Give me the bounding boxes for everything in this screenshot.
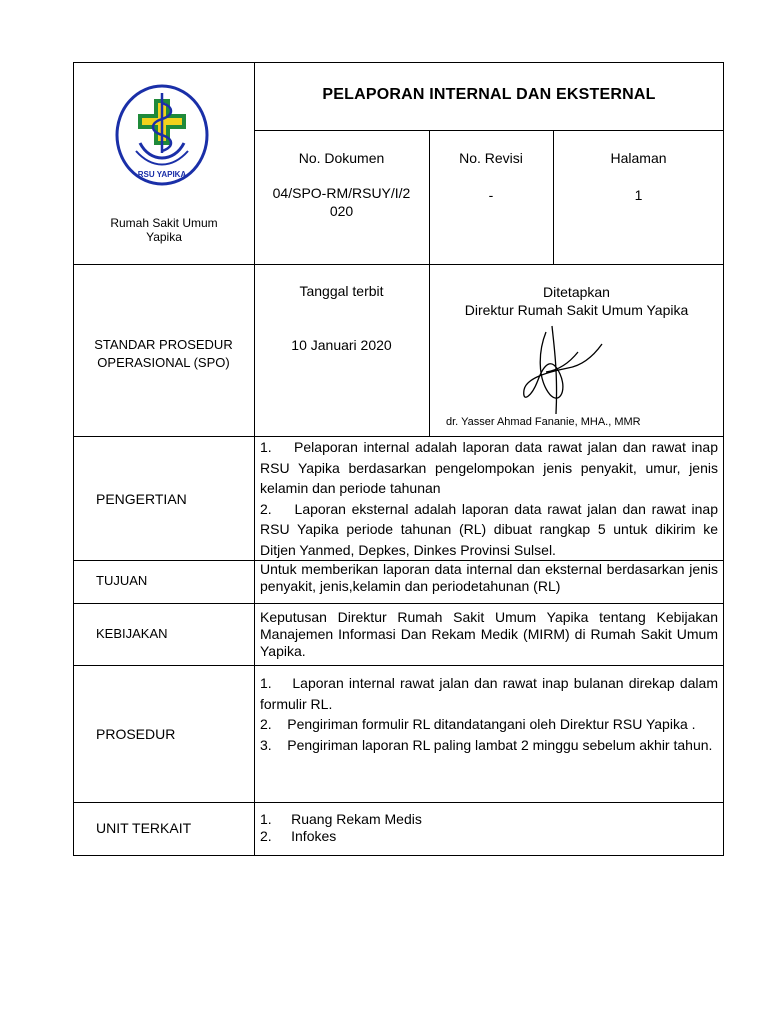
revision-value: - — [488, 187, 494, 203]
doc-no-label: No. Dokumen — [298, 150, 385, 166]
unit-terkait-content — [260, 811, 718, 845]
rule-kebijakan-bottom — [73, 665, 724, 666]
page-label: Halaman — [610, 150, 667, 166]
tujuan-label: TUJUAN — [96, 573, 148, 588]
kebijakan-content: Keputusan Direktur Rumah Sakit Umum Yapika tentang Kebijakan Manajemen Informasi Dan Rekam Medik (MIRM) di Rumah Sakit Umum Yapika. — [260, 609, 718, 659]
doc-no-value: 04/SPO-RM/RSUY/I/2020 — [272, 185, 411, 219]
pengertian-content — [260, 437, 718, 560]
document-title: PELAPORAN INTERNAL DAN EKSTERNAL — [322, 86, 656, 103]
revision-label: No. Revisi — [459, 150, 523, 166]
hospital-logo — [114, 83, 210, 194]
approval-position: Direktur Rumah Sakit Umum Yapika — [464, 302, 689, 318]
rule-prosedur-bottom — [73, 802, 724, 803]
prosedur-item: 1. Laporan internal rawat jalan dan rawat inap bulanan direkap dalam formulir RL. — [260, 675, 718, 712]
rule-header-bottom — [73, 264, 724, 265]
unit-terkait-label: UNIT TERKAIT — [96, 820, 192, 836]
rule-tujuan-bottom — [73, 603, 724, 604]
prosedur-label: PROSEDUR — [96, 726, 176, 742]
pengertian-item: 1. Pelaporan internal adalah laporan data rawat jalan dan rawat inap RSU Yapika berdasarkan pengelompokan jenis penyakit, umur, jenis kelamin dan periode tahunan — [260, 439, 718, 496]
spo-label: STANDAR PROSEDUR OPERASIONAL (SPO) — [94, 337, 233, 370]
signatory-name: dr. Yasser Ahmad Fananie, MHA., MMR — [446, 416, 641, 428]
pengertian-item: 2. Laporan eksternal adalah laporan data rawat jalan dan rawat inap RSU Yapika periode tahunan (RL) dibuat rangkap 5 untuk dikirim ke Ditjen Yanmed, Depkes, Dinkes Provinsi Sulsel. — [260, 500, 718, 558]
page-value: 1 — [634, 187, 643, 203]
prosedur-item: 3. Pengiriman laporan RL paling lambat 2 minggu sebelum akhir tahun. — [260, 736, 713, 753]
prosedur-content — [260, 673, 718, 755]
unit-terkait-item: 2. Infokes — [260, 828, 337, 844]
rule-header-title — [254, 130, 724, 131]
pengertian-label: PENGERTIAN — [96, 491, 187, 507]
director-signature — [508, 322, 608, 417]
unit-terkait-item: 1. Ruang Rekam Medis — [260, 811, 422, 827]
logo-text: RSU YAPIKA — [137, 170, 187, 179]
tujuan-content: Untuk memberikan laporan data internal dan eksternal berdasarkan jenis penyakit, jenis,kelamin dan periodetahunan (RL) — [260, 561, 718, 594]
issue-date-label: Tanggal terbit — [299, 283, 384, 299]
rule-left-column — [254, 62, 255, 856]
issue-date-value: 10 Januari 2020 — [291, 337, 392, 353]
prosedur-item: 2. Pengiriman formulir RL ditandatangani oleh Direktur RSU Yapika . — [260, 716, 696, 732]
approval-title: Ditetapkan — [543, 284, 610, 300]
kebijakan-label: KEBIJAKAN — [96, 626, 168, 641]
hospital-name: Rumah Sakit Umum Yapika — [110, 216, 218, 244]
